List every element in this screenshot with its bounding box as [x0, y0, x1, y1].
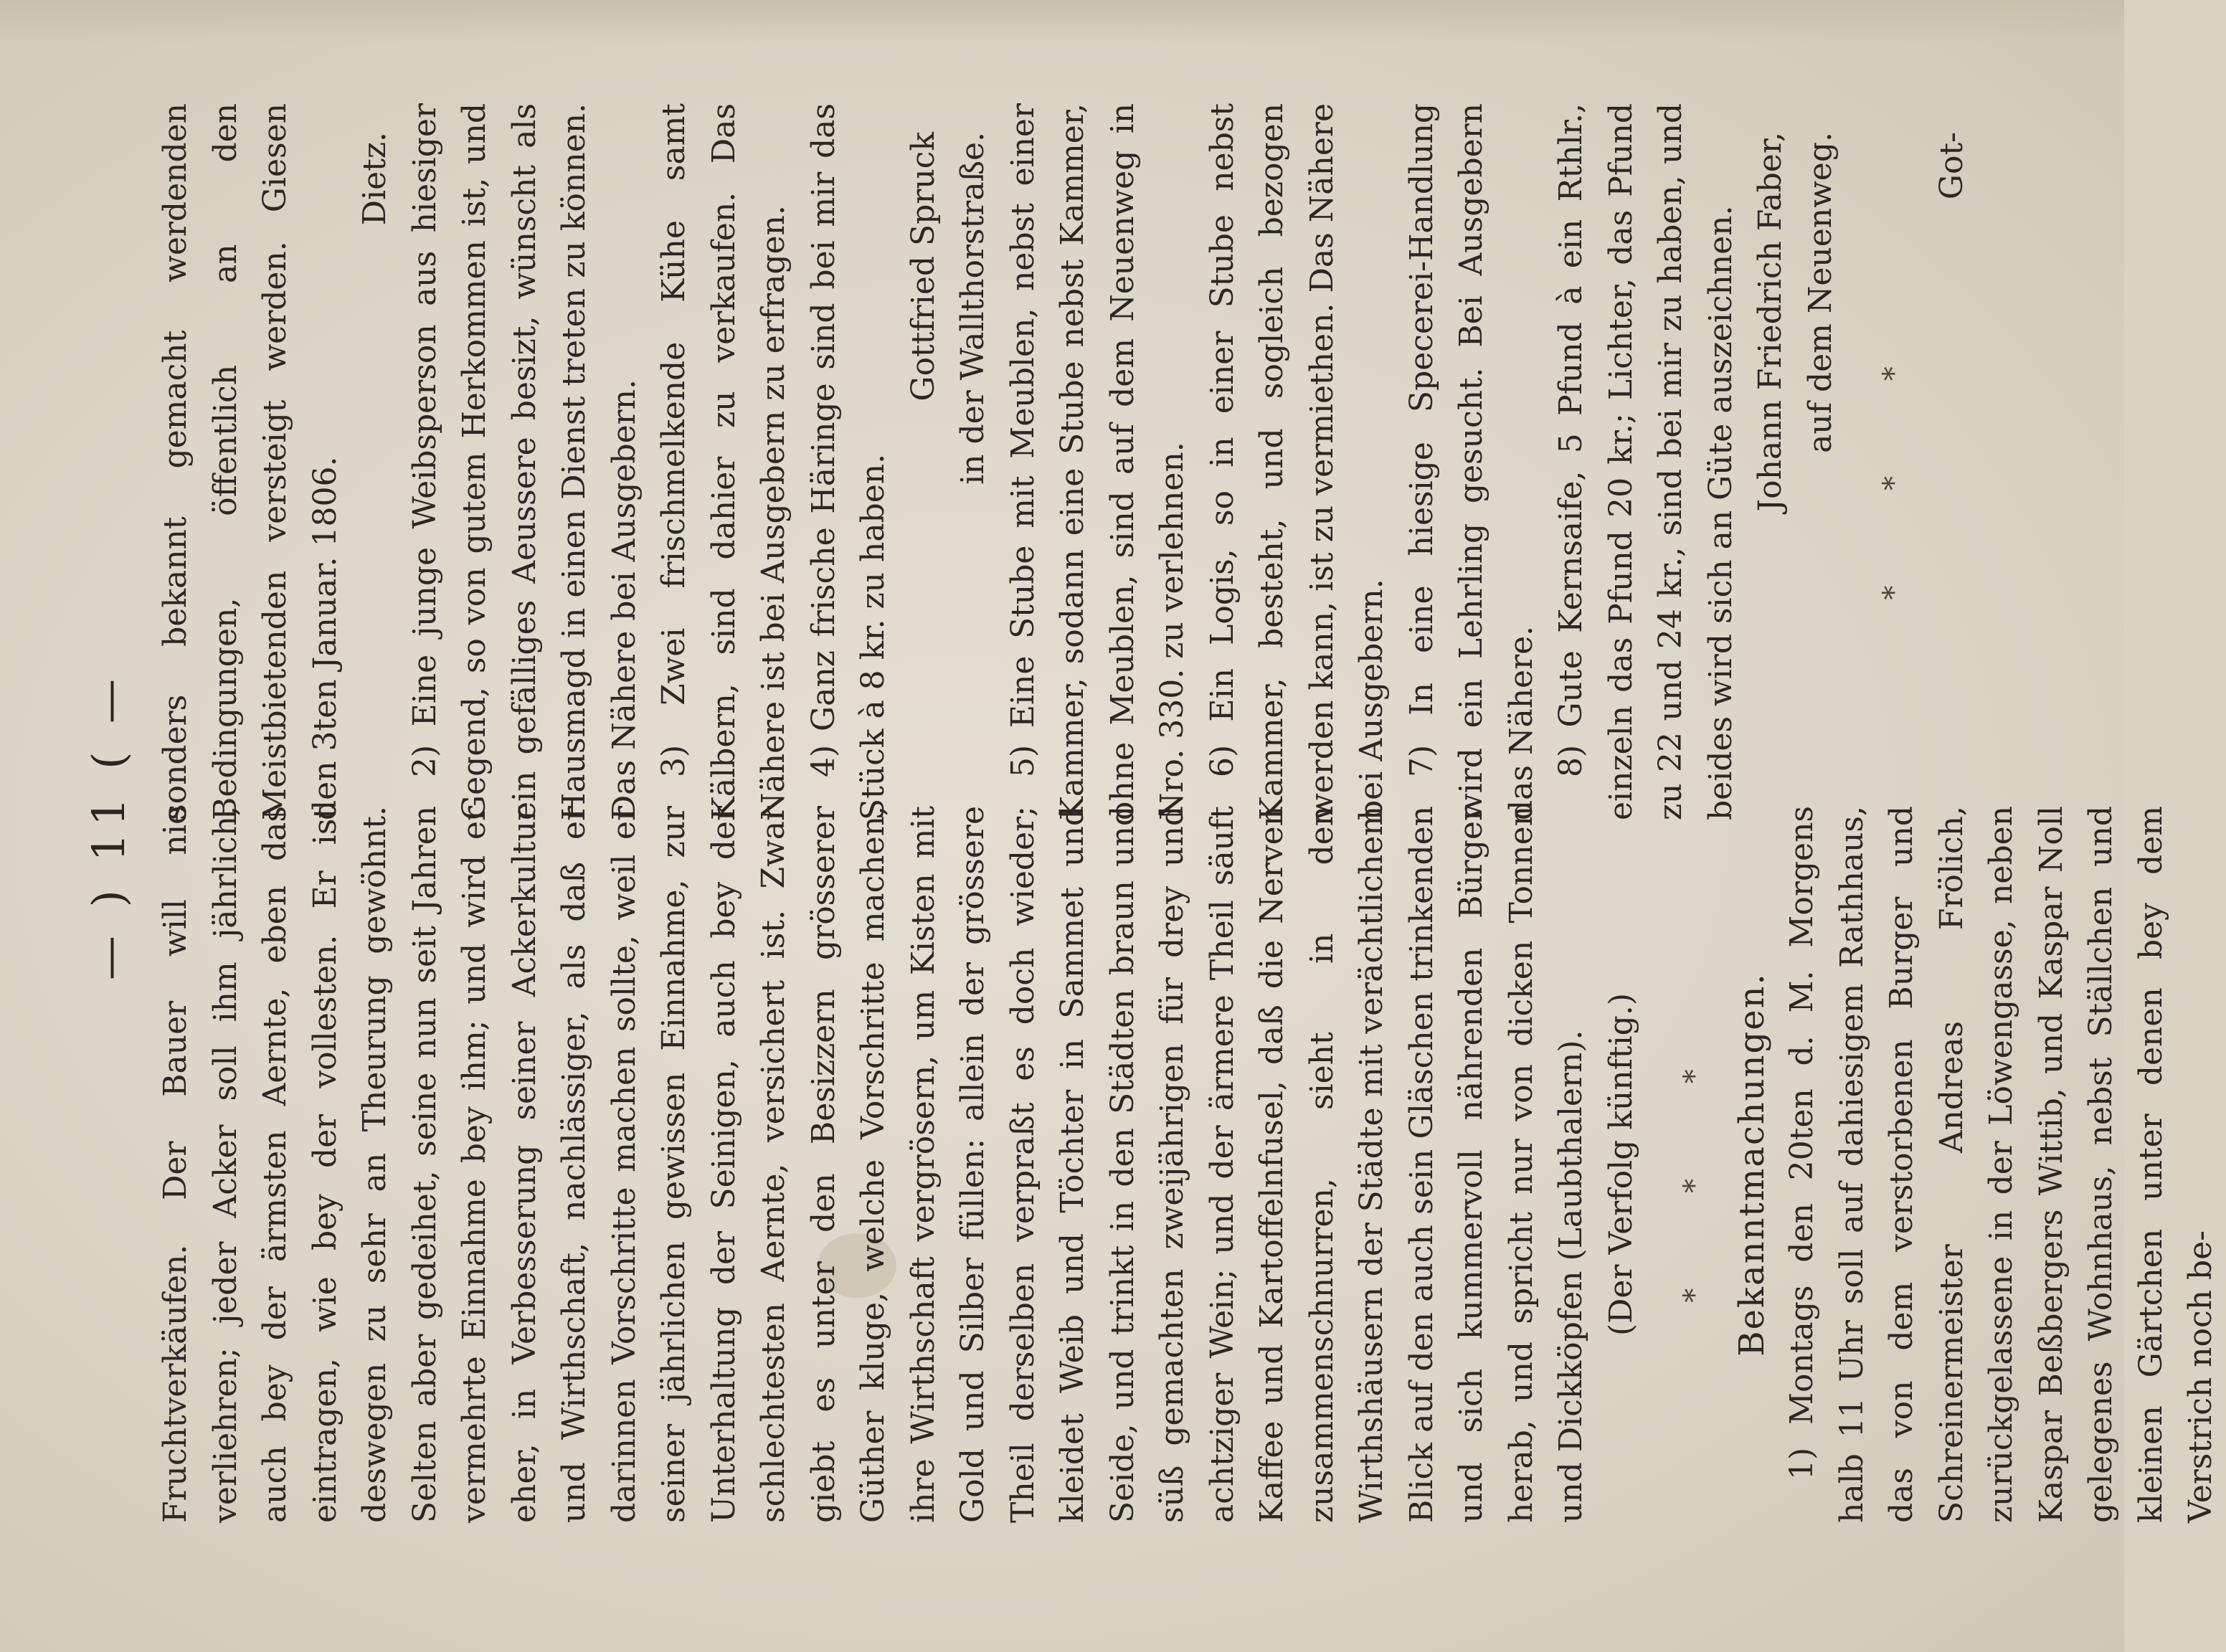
- announcement-4: 4) Ganz frische Häringe sind bei mir das Stück à 8 kr. zu haben.: [805, 103, 891, 820]
- announcement-6: 6) Ein Logis, so in einer Stube nebst Kammer, besteht, und sogleich bezogen werden kann, ist zu vermiethen. Das Nähere bei Ausgebern.: [1203, 103, 1390, 820]
- announcement-8: 8) Gute Kernsaife, 5 Pfund à ein Rthlr., einzeln das Pfund 20 kr.; Lichter, das Pfund zu 22 und 24 kr., sind bei mir zu haben, und beides wird sich an Güte auszeichnen.: [1553, 103, 1739, 820]
- signature-spruck-address: in der Wallthorstraße.: [955, 132, 991, 485]
- announcement-1: 1) Montags den 20ten d. M. Morgens halb 11 Uhr soll auf dahiesigem Rathhaus, das von dem verstorbenen Burger und Schreinermeister Andreas Frölich, zurückgelassene in der Löwengasse, neben Kaspar Beßbergers Wittib, und Kaspar Noll gelegenes Wohnhaus, nebst Ställchen und kleinen Gärtchen unter denen bey dem Verstrich noch be-: [1784, 806, 2219, 1523]
- continuation-note: (Der Verfolg künftig.): [1602, 993, 1639, 1337]
- section-divider-stars: * * *: [1678, 1026, 1711, 1303]
- essay-paragraph: Fruchtverkäufen. Der Bauer will nie verliehren; jeder Acker soll ihm jährlich, auch bey der ärmsten Aernte, eben das eintragen, wie bey der vollesten. Er ist deswegen zu sehr an Theurung gewöhnt. Selten aber gedeihet, seine nun seit Jahren vermehrte Einnahme bey ihm; und wird er eher, in Verbesserung seiner Ackerkultur und Wirthschaft, nachlässiger, als daß er darinnen Vorschritte machen sollte, weil er seiner jährlichen gewissen Einnahme, zur Unterhaltung der Seinigen, auch bey der schlechtesten Aernte, versichert ist. Zwar giebt es unter den Besizzern grösserer Güther kluge, welche Vorschritte machen, ihre Wirthschaft vergrösern, um Kisten mit Gold und Silber füllen: allein der grössere Theil derselben verpraßt es doch wieder; kleidet Weib und Töchter in Sammet und Seide, und trinkt in den Städten braun und süß gemachten zweijährigen für drey und achtziger Wein; und der ärmere Theil säuft Kaffee und Kartoffelnfusel, daß die Nerven zusammenschnurren, sieht in den Wirthshäusern der Städte mit verächtlichem Blick auf den auch sein Gläschen trinkenden und sich kummervoll nährenden Bürger herab, und spricht nur von dicken Tonnen und Dickköpfen (Laubthalern).: [157, 806, 1589, 1523]
- signature-spruck: Gottfried Spruck: [904, 132, 942, 402]
- page-number-header: — ) 11 ( —: [82, 671, 135, 981]
- announcement-7: 7) In eine hiesige Specerei-Handlung wird ein Lehrling gesucht. Bei Ausgebern das Nähere.: [1403, 103, 1540, 820]
- signature-dietz: Dietz.: [356, 132, 393, 226]
- announcement-1-continuation: sonders bekannt gemacht werdenden Bedingungen, öffentlich an den Meistbietenden versteigt werden. Giesen den 3ten Januar. 1806.: [157, 103, 344, 820]
- section-title: Bekanntmachungen.: [1731, 972, 1772, 1357]
- announcement-5: 5) Eine Stube mit Meublen, nebst einer Kammer, sodann eine Stube nebst Kammer, ohne Meublen, sind auf dem Neuenweg in Nro. 330. zu verlehnen.: [1004, 103, 1190, 820]
- announcement-3: 3) Zwei frischmelkende Kühe samt Kälbern, sind dahier zu verkaufen. Das Nähere ist bei Ausgebern zu erfragen.: [655, 103, 792, 820]
- catchword: Got-: [1933, 132, 1970, 200]
- signature-faber: Johann Friedrich Faber,: [1752, 132, 1789, 512]
- left-column: [151, 806, 2226, 1523]
- announcement-2: 2) Eine junge Weibsperson aus hiesiger Gegend, so von gutem Herkommen ist, und ein gefälliges Aeussere besizt, wünscht als Hausmagd in einen Dienst treten zu können. Das Nähere bei Ausgebern.: [406, 103, 643, 820]
- right-column: [151, 103, 1976, 820]
- closing-divider-stars: * * *: [1877, 323, 1910, 600]
- signature-faber-address: auf dem Neuenweg.: [1801, 132, 1839, 453]
